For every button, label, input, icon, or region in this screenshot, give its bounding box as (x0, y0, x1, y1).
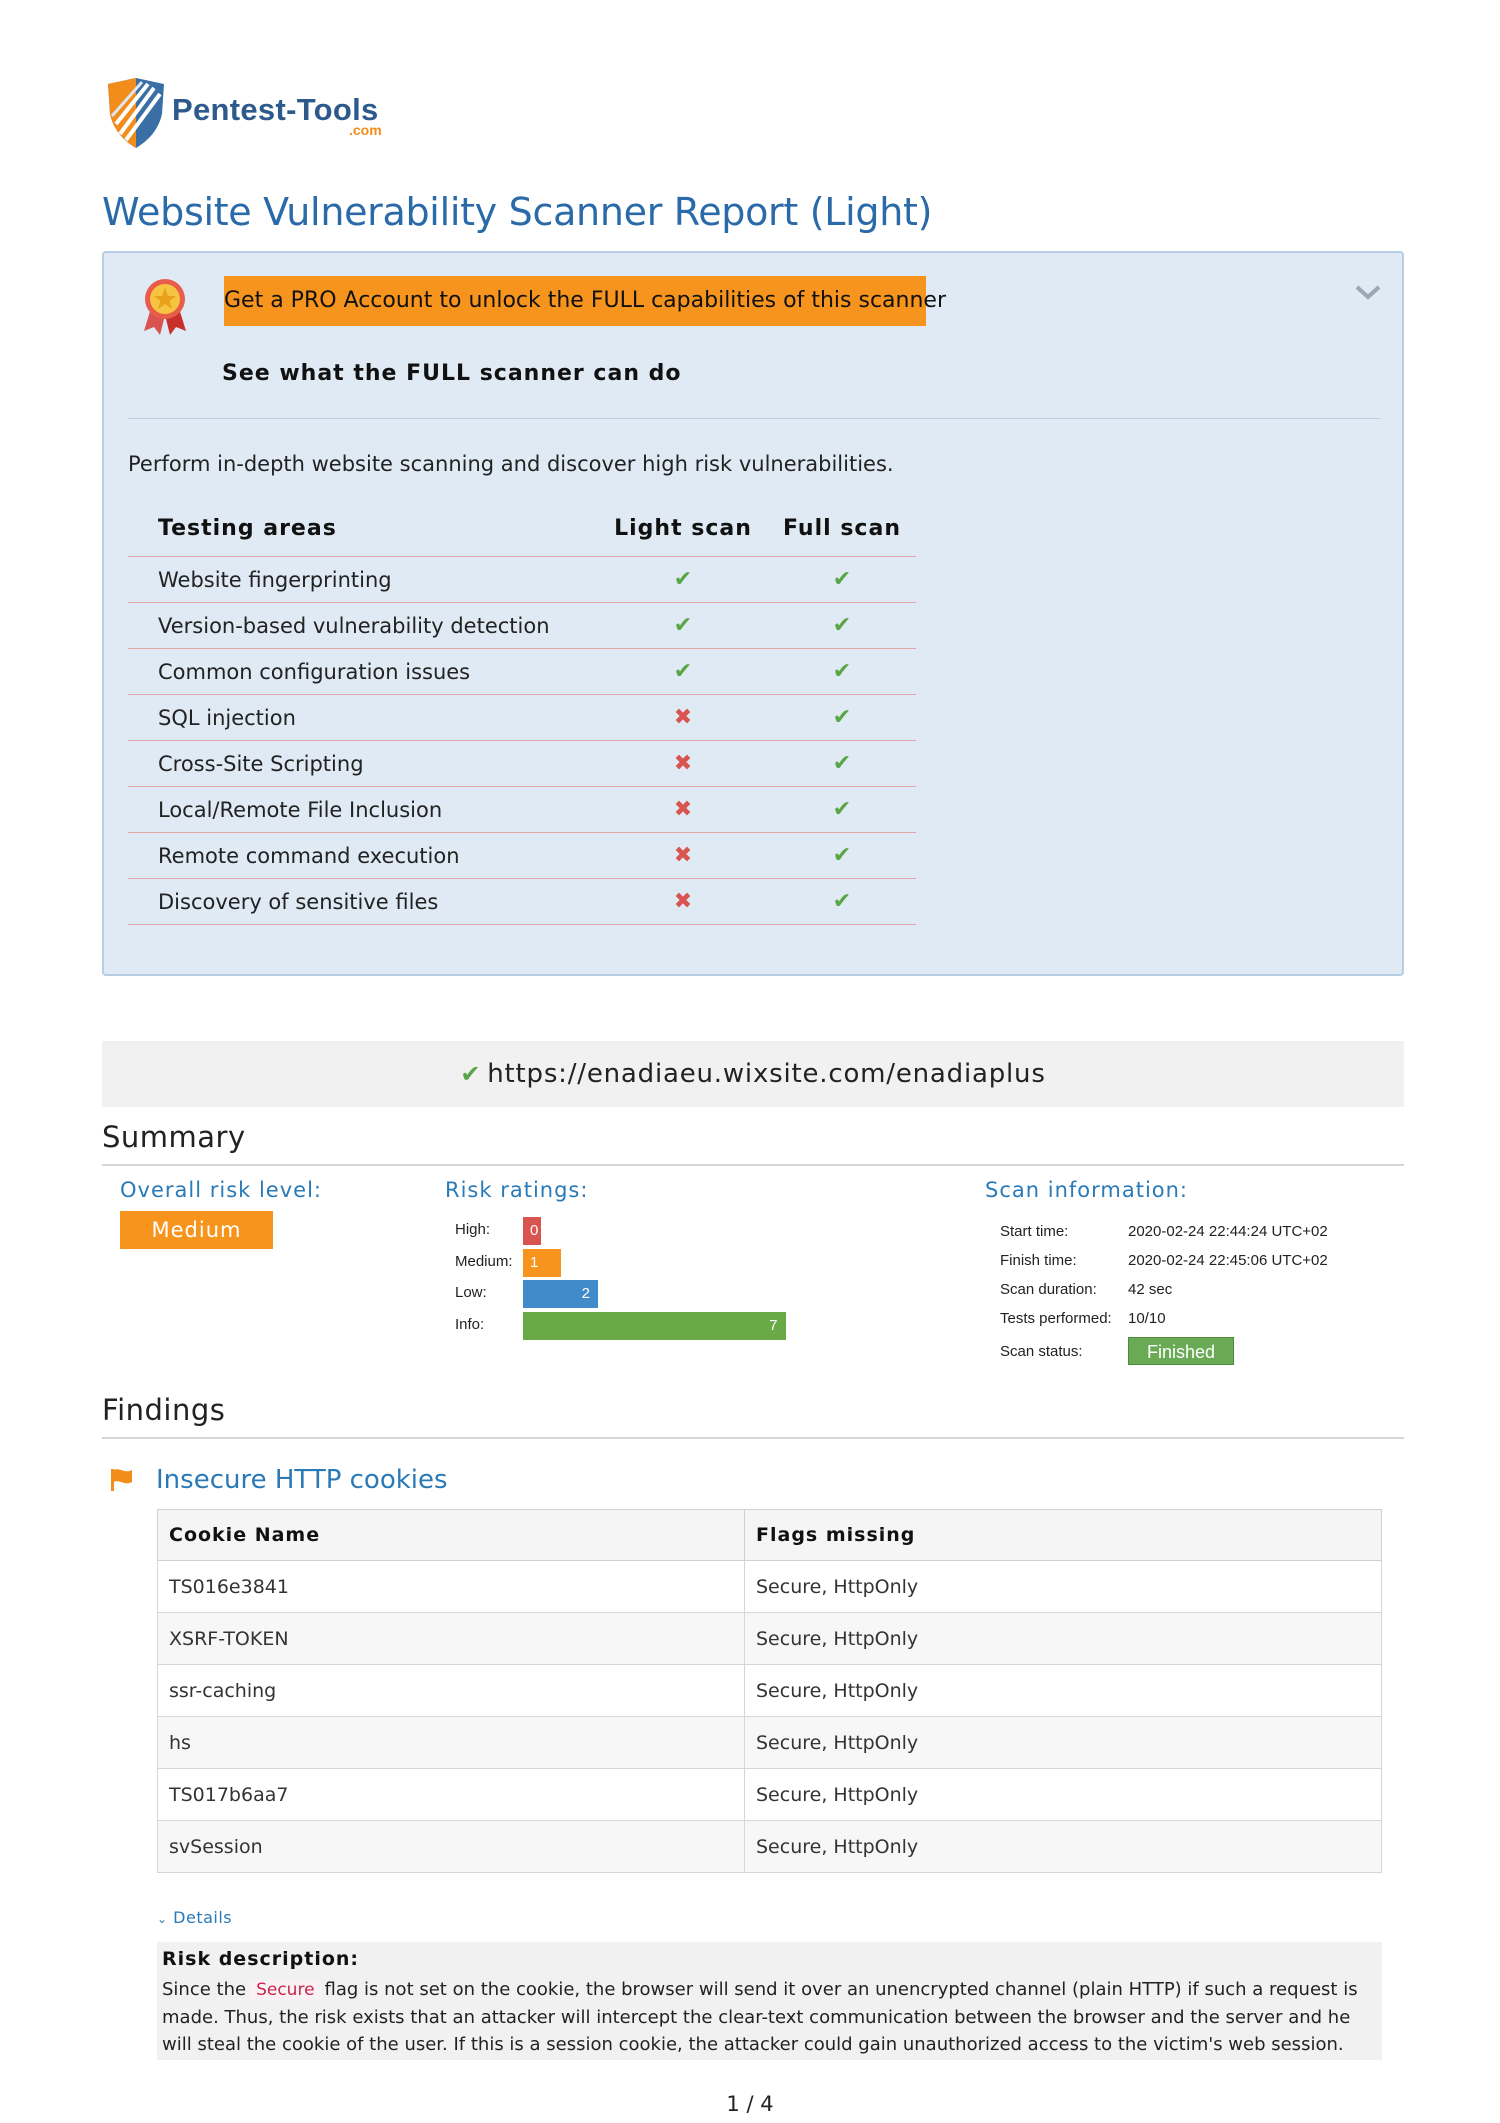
summary-heading: Summary (102, 1120, 246, 1154)
risk-description-text (162, 1976, 1377, 2058)
table-row (128, 695, 916, 741)
flags-missing: Secure, HttpOnly (745, 1561, 1382, 1613)
light-scan-cell (598, 557, 768, 603)
get-pro-account-button[interactable]: Get a PRO Account to unlock the FULL capabilities of this scanner (224, 276, 926, 326)
risk-rating-label: High: (455, 1221, 491, 1238)
risk-description-title: Risk description: (162, 1948, 360, 1970)
cross-icon: ✖ (673, 705, 693, 730)
flags-missing: Secure, HttpOnly (745, 1769, 1382, 1821)
check-icon: ✔ (460, 1060, 482, 1088)
flags-missing: Secure, HttpOnly (745, 1665, 1382, 1717)
page-number: 1 / 4 (726, 2092, 774, 2116)
chevron-down-icon[interactable] (1353, 280, 1383, 304)
cookie-name: TS017b6aa7 (158, 1769, 745, 1821)
column-header: Cookie Name (158, 1510, 745, 1561)
target-url: https://enadiaeu.wixsite.com/enadiaplus (487, 1059, 1046, 1089)
table-row (158, 1821, 1382, 1873)
full-scan-cell (768, 879, 916, 925)
light-scan-cell (598, 787, 768, 833)
check-icon: ✔ (673, 613, 693, 638)
table-row (158, 1613, 1382, 1665)
check-icon: ✔ (832, 751, 852, 776)
flags-missing: Secure, HttpOnly (745, 1821, 1382, 1873)
check-icon: ✔ (832, 797, 852, 822)
cookie-name: XSRF-TOKEN (158, 1613, 745, 1665)
scan-info-label: Tests performed: (1000, 1310, 1112, 1327)
table-row (128, 603, 916, 649)
risk-rating-label: Low: (455, 1284, 487, 1301)
cookie-name: TS016e3841 (158, 1561, 745, 1613)
testing-area-name: Cross-Site Scripting (128, 741, 598, 787)
risk-rating-bar (523, 1249, 561, 1277)
scan-info-value: 10/10 (1128, 1310, 1166, 1327)
cross-icon: ✖ (673, 751, 693, 776)
light-scan-cell (598, 833, 768, 879)
check-icon: ✔ (673, 659, 693, 684)
table-row (128, 741, 916, 787)
full-scan-cell (768, 741, 916, 787)
secure-flag-code: Secure (250, 1980, 320, 2000)
table-row (128, 879, 916, 925)
testing-area-name: Discovery of sensitive files (128, 879, 598, 925)
light-scan-cell (598, 879, 768, 925)
scan-info-label: Finish time: (1000, 1252, 1077, 1269)
flags-missing: Secure, HttpOnly (745, 1613, 1382, 1665)
risk-text-start: Since the (162, 1979, 247, 2000)
table-row (128, 557, 916, 603)
column-header: Flags missing (745, 1510, 1382, 1561)
brand-name: Pentest-Tools (172, 92, 379, 127)
flags-missing: Secure, HttpOnly (745, 1717, 1382, 1769)
scan-status-badge: Finished (1128, 1337, 1234, 1365)
scan-info-value: 2020-02-24 22:44:24 UTC+02 (1128, 1223, 1328, 1240)
full-scan-cell (768, 557, 916, 603)
scan-info-label: Start time: (1000, 1223, 1069, 1240)
brand-suffix: .com (349, 122, 382, 138)
risk-rating-count: 1 (530, 1253, 539, 1271)
check-icon: ✔ (832, 705, 852, 730)
light-scan-cell (598, 649, 768, 695)
risk-rating-count: 7 (769, 1316, 778, 1334)
testing-area-name: Common configuration issues (128, 649, 598, 695)
column-header: Full scan (768, 500, 916, 557)
table-row (158, 1665, 1382, 1717)
target-url-bar (102, 1041, 1404, 1107)
brand-logo (104, 76, 404, 152)
table-row (128, 833, 916, 879)
table-header-row (158, 1510, 1382, 1561)
risk-rating-bar (523, 1280, 598, 1308)
full-scan-cell (768, 695, 916, 741)
cookie-name: hs (158, 1717, 745, 1769)
flag-icon (108, 1466, 138, 1494)
table-row (128, 649, 916, 695)
testing-area-name: Website fingerprinting (128, 557, 598, 603)
overall-risk-label: Overall risk level: (120, 1178, 322, 1202)
check-icon: ✔ (832, 567, 852, 592)
cross-icon: ✖ (673, 889, 693, 914)
cross-icon: ✖ (673, 843, 693, 868)
testing-area-name: SQL injection (128, 695, 598, 741)
findings-heading: Findings (102, 1393, 226, 1427)
table-header-row (128, 500, 916, 557)
full-scan-cell (768, 787, 916, 833)
table-row (128, 787, 916, 833)
risk-rating-bar (523, 1312, 786, 1340)
shield-logo-icon (104, 76, 168, 150)
risk-rating-count: 2 (581, 1285, 590, 1302)
check-icon: ✔ (832, 659, 852, 684)
full-scan-cell (768, 833, 916, 879)
check-icon: ✔ (832, 613, 852, 638)
details-label: Details (173, 1908, 233, 1927)
light-scan-cell (598, 603, 768, 649)
pro-promo-panel (102, 251, 1404, 976)
promo-description: Perform in-depth website scanning and discover high risk vulnerabilities. (128, 452, 894, 476)
cookies-table (157, 1509, 1382, 1873)
cross-icon: ✖ (673, 797, 693, 822)
testing-area-name: Version-based vulnerability detection (128, 603, 598, 649)
testing-areas-table (128, 500, 916, 925)
page-title: Website Vulnerability Scanner Report (Light) (102, 190, 933, 234)
check-icon: ✔ (832, 889, 852, 914)
testing-area-name: Remote command execution (128, 833, 598, 879)
light-scan-cell (598, 695, 768, 741)
testing-area-name: Local/Remote File Inclusion (128, 787, 598, 833)
award-ribbon-icon (140, 275, 190, 335)
divider (102, 1437, 1404, 1439)
full-scan-cell (768, 649, 916, 695)
details-toggle[interactable] (157, 1908, 232, 1927)
divider (102, 1164, 1404, 1166)
risk-rating-label: Info: (455, 1315, 485, 1333)
check-icon: ✔ (832, 843, 852, 868)
risk-text-rest: flag is not set on the cookie, the browser will send it over an unencrypted channel (plain HTTP) if such a request is made. Thus, the risk exists that an attacker will intercept the clear-text communication between the browser and the server and he will steal the cookie of the user. If this is a session cookie, the attacker could gain unauthorized access to the victim's web session. (162, 1979, 1358, 2055)
light-scan-cell (598, 741, 768, 787)
full-scan-cell (768, 603, 916, 649)
table-row (158, 1769, 1382, 1821)
column-header: Light scan (598, 500, 768, 557)
scan-info-label: Scan information: (985, 1178, 1189, 1202)
divider (128, 418, 1380, 419)
risk-ratings-label: Risk ratings: (445, 1178, 589, 1202)
risk-description-box (157, 1942, 1382, 2060)
cookie-name: ssr-caching (158, 1665, 745, 1717)
risk-rating-label: Medium: (455, 1252, 513, 1270)
column-header: Testing areas (128, 500, 598, 557)
table-row (158, 1561, 1382, 1613)
risk-rating-count: 0 (530, 1222, 539, 1239)
chevron-down-icon: ⌄ (157, 1912, 168, 1926)
cookie-name: svSession (158, 1821, 745, 1873)
scan-info-label: Scan status: (1000, 1343, 1083, 1360)
promo-subtitle: See what the FULL scanner can do (222, 361, 682, 386)
scan-info-value: 42 sec (1128, 1281, 1173, 1298)
risk-rating-bar (523, 1217, 541, 1245)
finding-title: Insecure HTTP cookies (156, 1465, 448, 1495)
scan-info-label: Scan duration: (1000, 1281, 1097, 1298)
check-icon: ✔ (673, 567, 693, 592)
table-row (158, 1717, 1382, 1769)
scan-info-value: 2020-02-24 22:45:06 UTC+02 (1128, 1252, 1328, 1269)
overall-risk-badge: Medium (120, 1211, 273, 1249)
